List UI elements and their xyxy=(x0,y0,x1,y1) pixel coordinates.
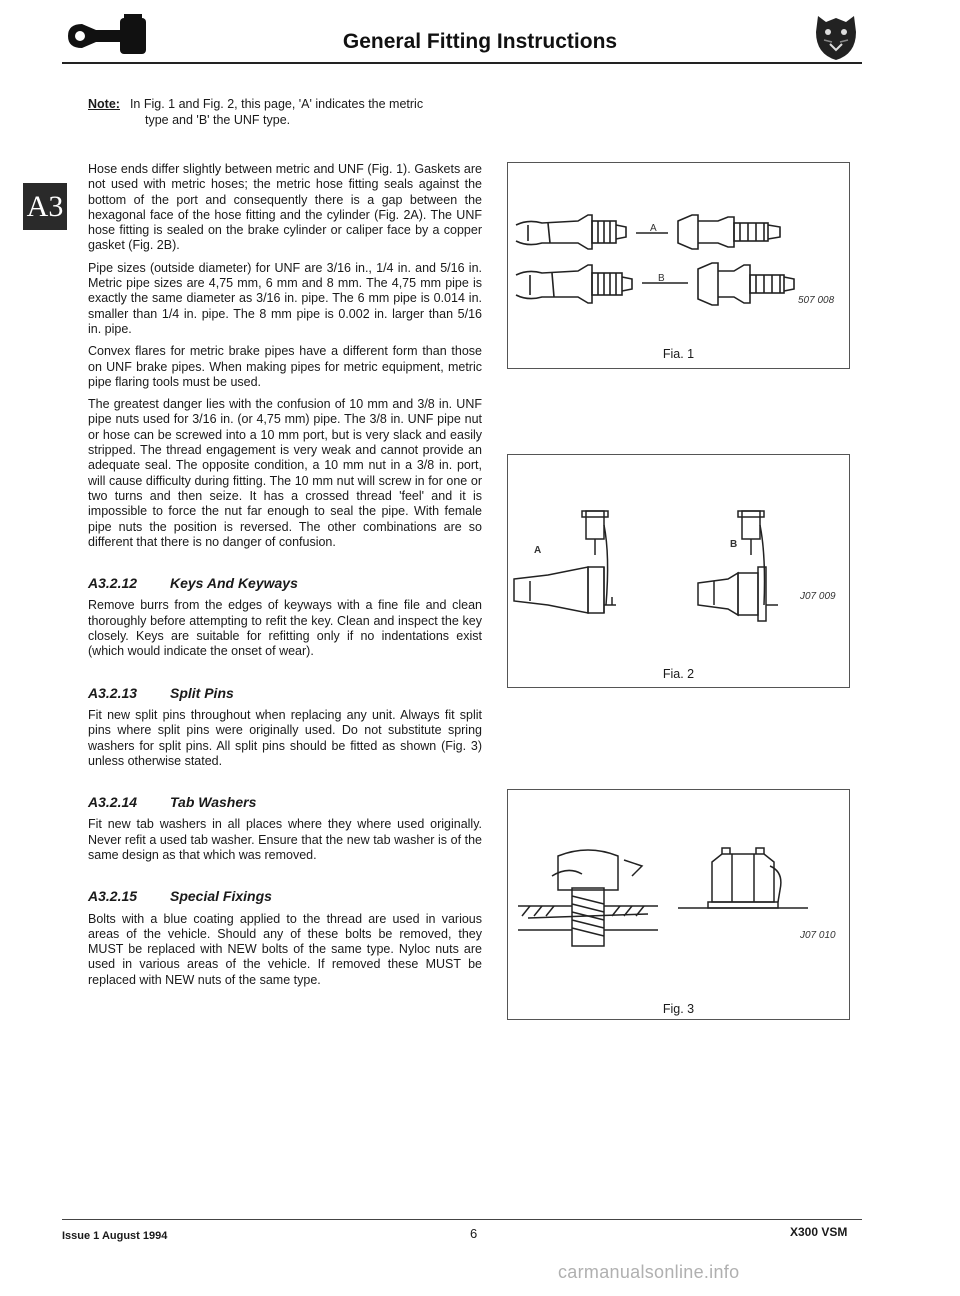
paragraph-pipe-sizes: Pipe sizes (outside diameter) for UNF are 3/16 in., 1/4 in. and 5/16 in. Metric pipe sizes are 4,75 mm, 6 mm and 8 mm. The 4,75 mm pipe is exactly the same diameter as 3/16 in. pipe. The 6 mm pipe is 0.014 in. smaller than 1/4 in. pipe. The 8 mm pipe is 0.002 in. larger than 5/16 in. pipe. xyxy=(88,260,482,336)
footer-doc-code: X300 VSM xyxy=(790,1225,848,1239)
section-text-split-pins: Fit new split pins throughout when replacing any unit. Always fit split pins where split pins were originally used. Do not substitute spring washers for split pins. All split pins should be fitted as shown (Fig. 3) unless otherwise stated. xyxy=(88,707,482,768)
header-rule xyxy=(62,62,862,64)
paragraph-greatest-danger: The greatest danger lies with the confusion of 10 mm and 3/8 in. UNF pipe nuts used for 3/16 in. (or 4,75 mm) pipe. The 3/8 in. UNF pipe nut or hose can be screwed into a 10 mm port, but is very slack and easily stripped. The thread engagement is very weak and cannot provide an adequate seal. The opposite condition, a 10 mm nut in a 3/8 in. port, will cause difficulty during fitting. The 10 mm nut will screw in for one or two turns and then seize. It has a crossed thread 'feel' and it is impossible to force the nut far enough to seal the pipe. With female pipe nuts the position is reversed. The other combinations are so different that there is no danger of confusion. xyxy=(88,397,482,549)
section-number: A3.2.13 xyxy=(88,684,138,701)
footer-rule xyxy=(62,1219,862,1220)
section-number: A3.2.12 xyxy=(88,575,138,592)
figure-1 xyxy=(507,162,850,369)
paragraph-convex-flares: Convex flares for metric brake pipes have a different form than those on UNF brake pipes. When making pipes for metric equipment, metric pipe flaring tools must be used. xyxy=(88,344,482,389)
fig1-caption: Fia. 1 xyxy=(662,347,695,361)
note-label: Note: xyxy=(88,97,120,111)
fig3-ref-code: J07 010 xyxy=(800,930,836,941)
section-heading-split-pins xyxy=(88,686,482,701)
section-title: Split Pins xyxy=(170,684,234,701)
page-title: General Fitting Instructions xyxy=(342,30,618,53)
note xyxy=(88,96,482,128)
watermark: carmanualsonline.info xyxy=(558,1262,740,1282)
hose-fitting-illustration xyxy=(508,455,851,689)
fig1-label-a: A xyxy=(650,223,657,234)
split-pin-illustration xyxy=(508,790,851,1021)
section-heading-keys xyxy=(88,576,482,591)
section-text-tab-washers: Fit new tab washers in all places where they where used originally. Never refit a used tab washer. Ensure that the new tab washer is of the same design as that which was removed. xyxy=(88,817,482,862)
fig2-label-b: B xyxy=(730,539,738,550)
fig3-caption: Fig. 3 xyxy=(662,1002,695,1016)
fig2-caption: Fia. 2 xyxy=(662,667,695,681)
section-title: Tab Washers xyxy=(170,794,257,811)
section-text-special-fixings: Bolts with a blue coating applied to the thread are used in various areas of the vehicle. Should any of these bolts be removed, they MUST be replaced with NEW bolts of the same type. Nyloc nuts are used in various areas of the vehicle. If removed these MUST be replaced with NEW nuts of the same type. xyxy=(88,911,482,987)
note-line-1: In Fig. 1 and Fig. 2, this page, 'A' indicates the metric xyxy=(129,97,424,111)
note-line-2: type and 'B' the UNF type. xyxy=(145,113,291,127)
footer-page-number: 6 xyxy=(470,1226,478,1241)
fig1-label-b: B xyxy=(658,273,665,284)
section-number: A3.2.14 xyxy=(88,794,138,811)
fig1-ref-code: 507 008 xyxy=(798,295,835,306)
section-heading-tab-washers xyxy=(88,795,482,810)
section-title: Keys And Keyways xyxy=(170,575,298,592)
section-text-keys: Remove burrs from the edges of keyways with a fine file and clean thoroughly before attempting to refit the key. Clean and inspect the key closely. Keys are suitable for refitting only if no indentations exist (which would indicate the onset of wear). xyxy=(88,598,482,659)
paragraph-hose-ends: Hose ends differ slightly between metric and UNF (Fig. 1). Gaskets are not used with metric hoses; the metric hose fitting seals against the bottom of the port and consequently there is a gap between the hexagonal face of the hose fitting and the cylinder (Fig. 2A). The UNF hose fitting is sealed on the brake cylinder or caliper face by a copper gasket (Fig. 2B). xyxy=(88,162,482,253)
fig2-label-a: A xyxy=(534,545,542,556)
footer-issue: Issue 1 August 1994 xyxy=(62,1230,168,1242)
hose-ends-illustration xyxy=(508,163,851,370)
fig2-ref-code: J07 009 xyxy=(800,591,836,602)
section-heading-special-fixings xyxy=(88,889,482,904)
section-tab: A3 xyxy=(23,183,67,230)
figure-2 xyxy=(507,454,850,688)
jaguar-head-logo-icon xyxy=(810,10,862,64)
figure-3 xyxy=(507,789,850,1020)
section-title: Special Fixings xyxy=(170,888,272,905)
main-text-column xyxy=(88,162,482,995)
section-number: A3.2.15 xyxy=(88,888,138,905)
